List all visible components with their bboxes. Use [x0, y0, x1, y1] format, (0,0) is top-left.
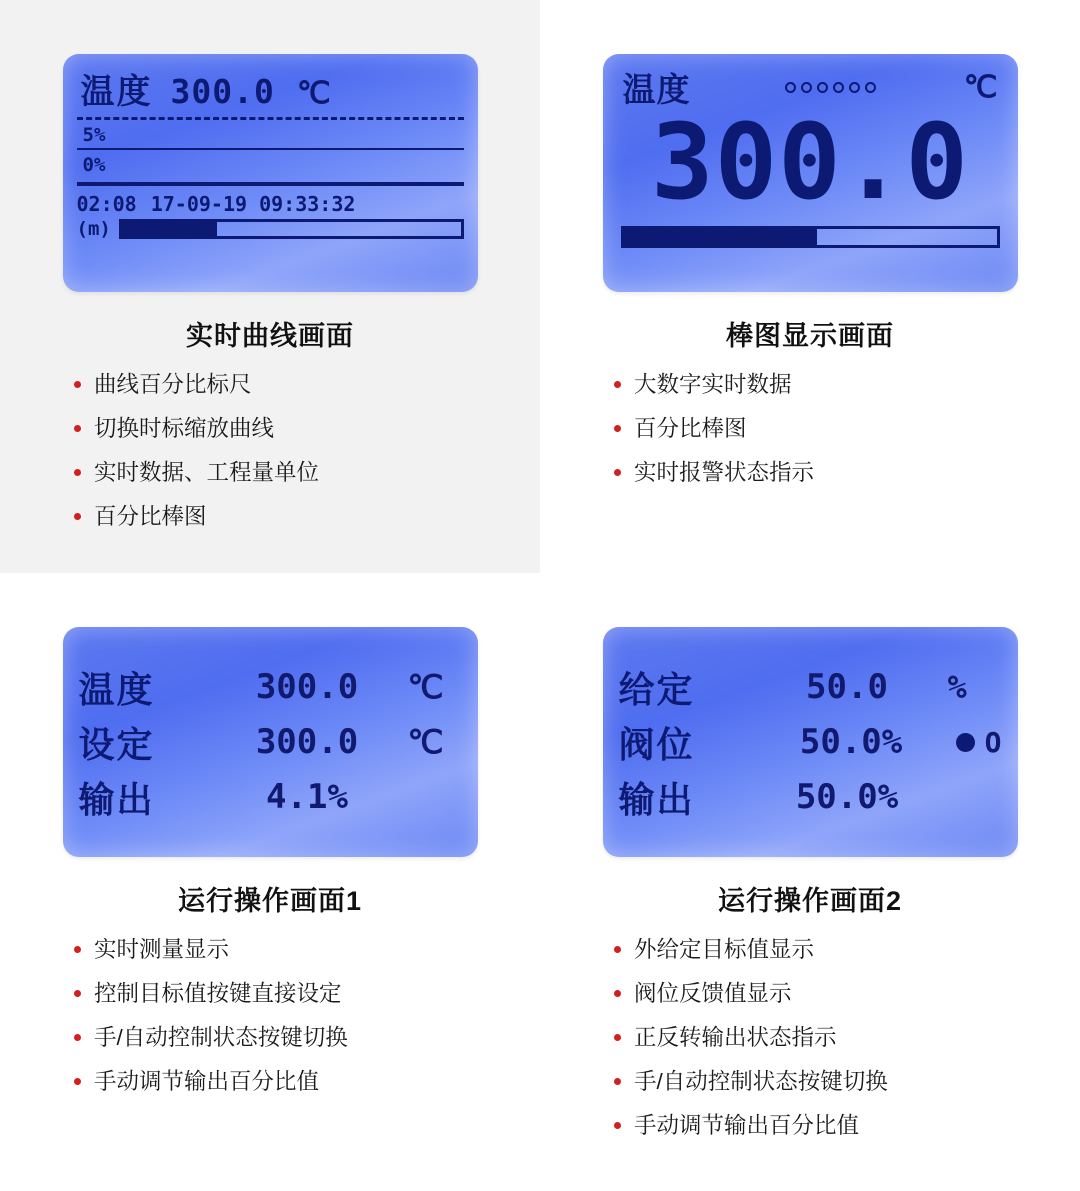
list-item: 实时报警状态指示 [614, 459, 1080, 486]
lcd-screen-run-operation-1 [63, 627, 478, 857]
list-item: 手/自动控制状态按键切换 [74, 1024, 540, 1051]
readout-row [619, 662, 1002, 713]
row-label: 输出 [618, 779, 695, 821]
list-item: 大数字实时数据 [614, 371, 1080, 398]
trend-unit: ℃ [296, 76, 331, 111]
lcd-wrapper [540, 0, 1080, 292]
panel-run-operation-2 [540, 573, 1080, 1191]
lcd-wrapper [540, 573, 1080, 857]
list-item: 正反转输出状态指示 [614, 1024, 1080, 1051]
trend-percent-bar [119, 219, 464, 239]
row-value: 50.0% [795, 777, 899, 817]
trend-timespan: 02:08 [76, 192, 137, 216]
alarm-dot-icon [849, 82, 860, 93]
column-divider [540, 0, 542, 573]
list-item: 百分比棒图 [74, 503, 540, 530]
list-item: 控制目标值按键直接设定 [74, 980, 540, 1007]
trend-bottom-row [77, 218, 464, 240]
list-item: 手动调节输出百分比值 [74, 1068, 540, 1095]
list-item: 实时测量显示 [74, 936, 540, 963]
row-value: 300.0 [255, 722, 359, 762]
bargraph-percent-bar-fill [624, 229, 818, 245]
panel-bargraph-display [540, 0, 1080, 573]
panel-feature-list [0, 936, 540, 1095]
lcd-wrapper [0, 573, 540, 857]
bargraph-big-value: 300.0 [650, 101, 970, 223]
row-unit: % [947, 668, 967, 706]
panel-caption: 运行操作画面2 [717, 886, 903, 916]
trend-percent-bar-fill [122, 222, 217, 236]
row-label: 设定 [78, 724, 155, 766]
list-item: 手/自动控制状态按键切换 [614, 1068, 1080, 1095]
panel-run-operation-1 [0, 573, 540, 1191]
row-label: 输出 [78, 779, 155, 821]
trend-midline [77, 148, 464, 150]
lcd-screen-realtime-curve [63, 54, 478, 292]
alarm-dot-icon [865, 82, 876, 93]
bargraph-unit: ℃ [963, 70, 998, 105]
list-item: 阀位反馈值显示 [614, 980, 1080, 1007]
row-unit: ℃ [407, 723, 444, 761]
list-item: 切换时标缩放曲线 [74, 415, 540, 442]
lcd-screen-bargraph [603, 54, 1018, 292]
row-label: 温度 [78, 669, 155, 711]
trend-datetime: 17-09-19 09:33:32 [150, 192, 356, 216]
panel-caption: 棒图显示画面 [726, 321, 894, 351]
panel-realtime-curve [0, 0, 540, 573]
panel-feature-list [540, 371, 1080, 486]
alarm-dot-icon [801, 82, 812, 93]
readout-row [79, 717, 462, 768]
row-value: 300.0 [255, 667, 359, 707]
trend-baseline [77, 182, 464, 186]
list-item: 百分比棒图 [614, 415, 1080, 442]
list-item: 实时数据、工程量单位 [74, 459, 540, 486]
list-item: 手动调节输出百分比值 [614, 1112, 1080, 1139]
bargraph-bar-row [617, 226, 1004, 248]
row-label: 给定 [618, 669, 695, 711]
alarm-dot-icon [817, 82, 828, 93]
row-value: 50.0% [799, 722, 903, 762]
forward-indicator-icon [956, 733, 975, 752]
trend-dashed-gridline [77, 117, 464, 120]
list-item: 外给定目标值显示 [614, 936, 1080, 963]
reverse-indicator-label: O [984, 725, 1002, 759]
trend-time-row [77, 192, 464, 216]
alarm-dot-icon [833, 82, 844, 93]
lcd-wrapper [0, 0, 540, 292]
row-unit: ℃ [407, 668, 444, 706]
row-value: 50.0 [806, 667, 888, 707]
bargraph-percent-bar [621, 226, 1000, 248]
readout-row [619, 772, 1002, 823]
alarm-status-dots [785, 82, 876, 93]
trend-title: 温度 [80, 72, 153, 112]
alarm-dot-icon [785, 82, 796, 93]
readout-row [79, 772, 462, 823]
column-divider [540, 573, 542, 1191]
panel-caption: 实时曲线画面 [186, 321, 354, 351]
trend-scale-bottom: 0% [82, 154, 106, 176]
panel-feature-list [0, 371, 540, 530]
row-label: 阀位 [618, 724, 695, 766]
readout-row [619, 717, 1002, 768]
trend-axis-unit: (m) [76, 218, 111, 240]
panel-feature-list [540, 936, 1080, 1139]
row-value: 4.1% [266, 777, 348, 817]
readout-row [79, 662, 462, 713]
list-item: 曲线百分比标尺 [74, 371, 540, 398]
trend-value: 300.0 [170, 72, 275, 111]
direction-indicator [956, 726, 1002, 759]
trend-scale-top: 5% [82, 124, 106, 146]
trend-header [77, 64, 464, 113]
bargraph-title: 温度 [622, 70, 691, 109]
panel-caption: 运行操作画面1 [177, 886, 363, 916]
lcd-screen-run-operation-2 [603, 627, 1018, 857]
